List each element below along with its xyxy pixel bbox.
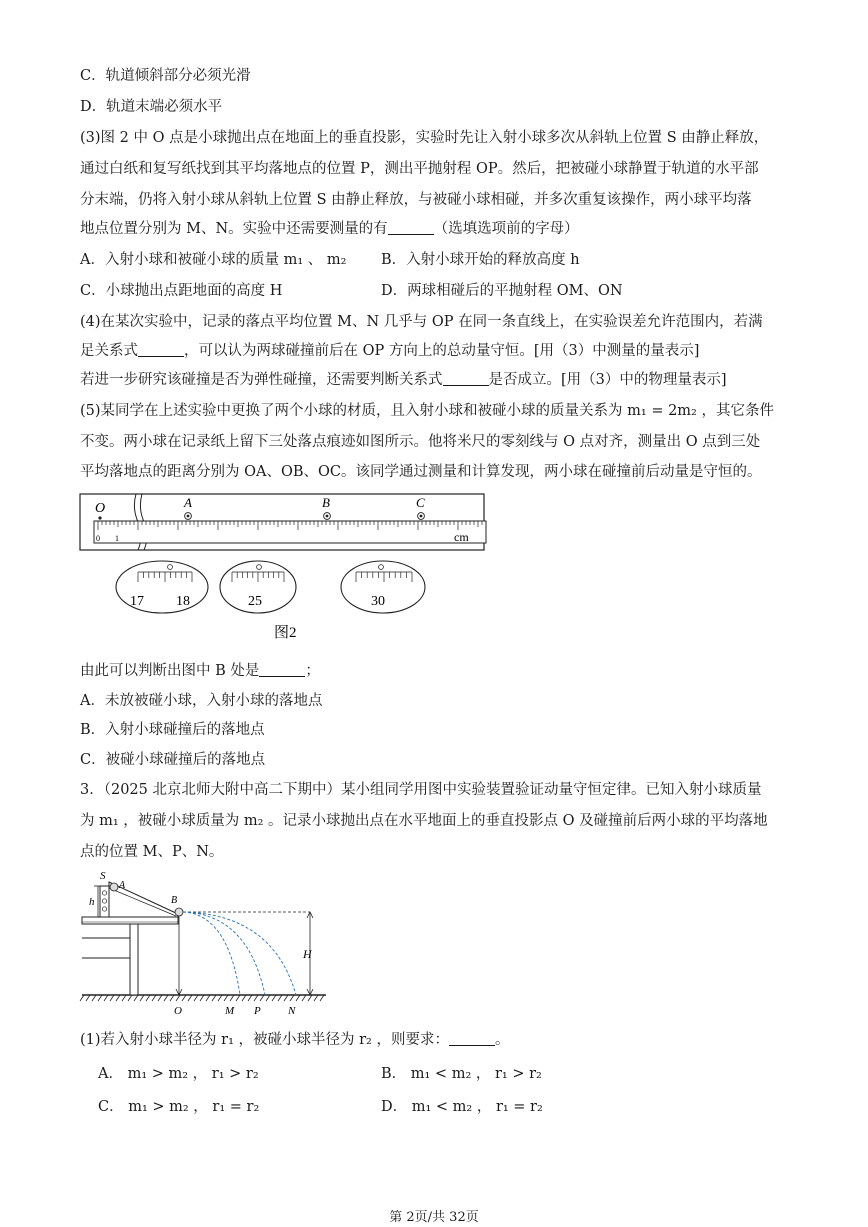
mag-label-17: 17: [130, 594, 144, 609]
fig3-label-s: S: [100, 870, 106, 882]
label-b: B: [322, 495, 330, 510]
fig3-label-n: N: [288, 1005, 296, 1017]
figure-3-apparatus: [78, 868, 338, 1018]
q2-option-d: D．轨道末端必须水平: [80, 99, 223, 115]
q3-options-row2: [98, 1097, 818, 1117]
answer-blank[interactable]: [138, 342, 184, 357]
q2-part3-options-row1: [80, 250, 800, 270]
q2-part4-line2-tail: ，可以认为两球碰撞前后在 OP 方向上的总动量守恒。[用（3）中测量的量表示]: [184, 343, 700, 359]
q3-line2: 为 m₁ ，被碰小球质量为 m₂ 。记录小球抛出点在水平地面上的垂直投影点 O 及碰撞前后两小球的平均落地: [80, 813, 768, 829]
q2-part5-line2: 不变。两小球在记录纸上留下三处落点痕迹如图所示。他将米尺的零刻线与 O 点对齐，测量出 O 点到三处: [80, 434, 761, 450]
answer-blank[interactable]: [443, 371, 489, 386]
q2-judge-tail: ；: [305, 663, 320, 679]
fig3-label-h: h: [89, 896, 95, 908]
q3-option-a: A． m₁ > m₂ ， r₁ > r₂: [98, 1066, 259, 1082]
fig3-label-m: M: [225, 1005, 235, 1017]
q3-options-row1: [98, 1064, 818, 1084]
label-a: A: [184, 495, 192, 510]
q2-part4-line1: (4)在某次实验中，记录的落点平均位置 M、N 几乎与 OP 在同一条直线上，在实验误差允许范围内，若满: [80, 314, 763, 330]
q3-part1-tail: 。: [494, 1032, 510, 1048]
fig3-label-b: B: [171, 895, 178, 906]
q2-judge-text: 由此可以判断出图中 B 处是: [80, 663, 260, 679]
page-footer: 第 2页/共 32页: [389, 1210, 479, 1225]
tick-label-0: 0: [96, 534, 100, 543]
q2-part5-line3: 平均落地点的距离分别为 OA、OB、OC。该同学通过测量和计算发现，两小球在碰撞前后动量是守恒的。: [80, 464, 762, 480]
tick-label-1: 1: [115, 534, 119, 543]
q2-part3-line1: (3)图 2 中 O 点是小球抛出点在地面上的垂直投影，实验时先让入射小球多次从斜轨上位置 S 由静止释放，: [80, 130, 769, 146]
q2-part3-option-a: A．入射小球和被碰小球的质量 m₁ 、 m₂: [80, 252, 347, 268]
q2-part3-line4-text: 地点位置分别为 M、N。实验中还需要测量的有: [80, 221, 388, 237]
mag-label-18: 18: [176, 594, 190, 609]
q2-judge-option-a: A．未放被碰小球，入射小球的落地点: [80, 693, 323, 709]
fig3-label-p: P: [254, 1005, 261, 1017]
q2-part3-line2: 通过白纸和复写纸找到其平均落地点的位置 P，测出平抛射程 OP。然后，把被碰小球静置于轨道的水平部: [80, 161, 759, 177]
q2-part3-line3: 分末端，仍将入射小球从斜轨上位置 S 由静止释放，与被碰小球相碰，并多次重复该操作，两小球平均落: [80, 192, 752, 208]
q3-option-d: D． m₁ < m₂ ， r₁ = r₂: [381, 1099, 543, 1115]
answer-blank[interactable]: [259, 662, 305, 677]
q2-part3-options-row2: [80, 281, 800, 301]
q2-judge-option-b: B．入射小球碰撞后的落地点: [80, 722, 265, 738]
q2-part3-line4-tail: （选填选项前的字母）: [433, 221, 579, 237]
q2-judge-option-c: C．被碰小球碰撞后的落地点: [80, 752, 266, 768]
q2-part4-line3-tail: 是否成立。[用（3）中的物理量表示]: [488, 372, 727, 388]
q2-part3-line4: [80, 219, 800, 239]
mag-label-25: 25: [248, 594, 262, 609]
q2-part4-line2-text: 足关系式: [80, 343, 138, 359]
answer-blank[interactable]: [388, 220, 434, 235]
q3-part1-line: [80, 1030, 800, 1050]
fig3-label-a: A: [119, 880, 126, 891]
q2-part3-option-c: C．小球抛出点距地面的高度 H: [80, 283, 283, 299]
q2-part4-line3: [80, 370, 800, 390]
q2-part4-line2: [80, 341, 800, 361]
q2-part5-line1: (5)某同学在上述实验中更换了两个小球的材质，且入射小球和被碰小球的质量关系为 m₁ = 2m₂ ，其它条件: [80, 403, 774, 419]
figure-2-ruler: [78, 490, 498, 650]
q2-part4-line3-text: 若进一步研究该碰撞是否为弹性碰撞，还需要判断关系式: [80, 372, 443, 388]
q3-line1: 3．（2025 北京北师大附中高二下期中）某小组同学用图中实验装置验证动量守恒定律。已知入射小球质量: [80, 782, 762, 798]
unit-label: cm: [454, 530, 469, 544]
answer-blank[interactable]: [449, 1031, 495, 1046]
q2-option-c: C．轨道倾斜部分必须光滑: [80, 68, 251, 84]
fig3-label-o: O: [174, 1005, 182, 1017]
q2-part3-option-b: B．入射小球开始的释放高度 h: [381, 252, 580, 268]
label-c: C: [416, 495, 425, 510]
q3-part1-text: (1)若入射小球半径为 r₁ ，被碰小球半径为 r₂ ，则要求：: [80, 1032, 449, 1048]
mag-label-30: 30: [371, 594, 385, 609]
q2-part3-option-d: D．两球相碰后的平抛射程 OM、ON: [381, 283, 623, 299]
fig3-label-H: H: [303, 947, 312, 961]
q2-judge-line: [80, 661, 800, 681]
q3-option-b: B． m₁ < m₂ ， r₁ > r₂: [381, 1066, 542, 1082]
label-o: O: [95, 501, 106, 516]
figure-caption: 图2: [274, 625, 297, 641]
q3-line3: 点的位置 M、P、N。: [80, 844, 224, 860]
q3-option-c: C． m₁ > m₂ ， r₁ = r₂: [98, 1099, 260, 1115]
